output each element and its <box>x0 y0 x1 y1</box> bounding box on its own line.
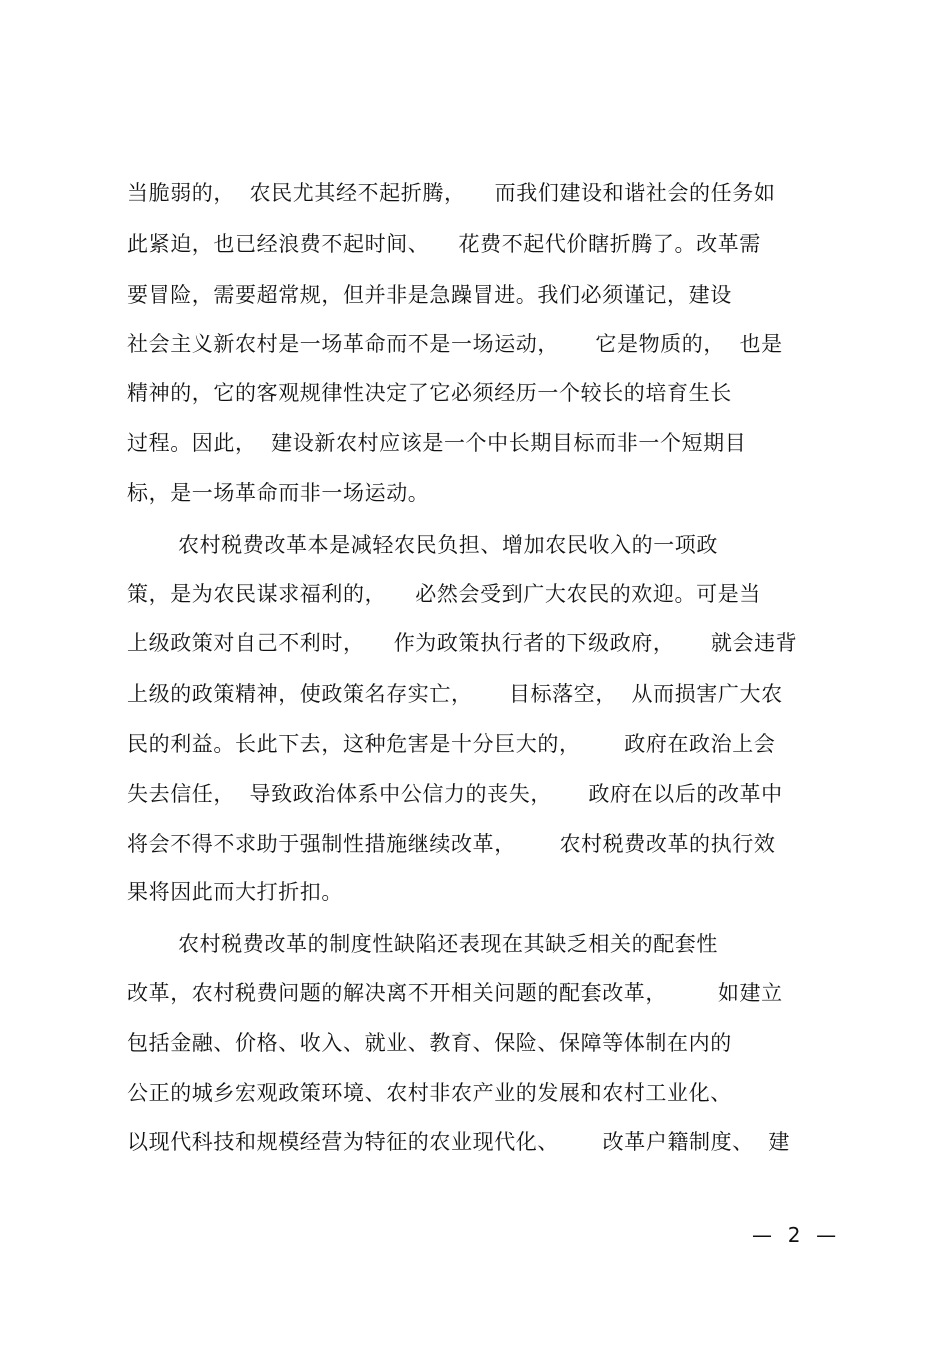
text-line: 民的利益。长此下去，这种危害是十分巨大的， 政府在政治上会 <box>127 732 776 756</box>
text-line: 改革，农村税费问题的解决离不开相关问题的配套改革， 如建立 <box>127 981 783 1005</box>
text-line: 社会主义新农村是一场革命而不是一场运动， 它是物质的， 也是 <box>127 332 783 356</box>
text-line: 将会不得不求助于强制性措施继续改革， 农村税费改革的执行效 <box>127 832 776 856</box>
paragraph-first-line: 农村税费改革本是减轻农民负担、增加农民收入的一项政 <box>178 533 718 557</box>
text-line: 精神的，它的客观规律性决定了它必须经历一个较长的培育生长 <box>127 381 732 405</box>
text-line: 标，是一场革命而非一场运动。 <box>127 481 430 505</box>
text-line: 包括金融、价格、收入、就业、教育、保险、保障等体制在内的 <box>127 1031 732 1055</box>
text-line: 此紧迫，也已经浪费不起时间、 花费不起代价瞎折腾了。改革需 <box>127 232 761 256</box>
text-line: 以现代科技和规模经营为特征的农业现代化、 改革户籍制度、 建 <box>127 1130 790 1154</box>
page-number: — 2 — <box>752 1223 838 1247</box>
text-line: 上级的政策精神，使政策名存实亡， 目标落空， 从而损害广大农 <box>127 682 783 706</box>
text-line: 当脆弱的， 农民尤其经不起折腾， 而我们建设和谐社会的任务如 <box>127 181 776 205</box>
text-line: 上级政策对自己不利时， 作为政策执行者的下级政府， 就会违背 <box>127 631 798 655</box>
text-line: 过程。因此， 建设新农村应该是一个中长期目标而非一个短期目 <box>127 431 747 455</box>
paragraph-first-line: 农村税费改革的制度性缺陷还表现在其缺乏相关的配套性 <box>178 932 718 956</box>
text-line: 要冒险，需要超常规，但并非是急躁冒进。我们必须谨记，建设 <box>127 283 732 307</box>
text-line: 失去信任， 导致政治体系中公信力的丧失， 政府在以后的改革中 <box>127 782 783 806</box>
text-line: 果将因此而大打折扣。 <box>127 880 343 904</box>
text-line: 策，是为农民谋求福利的， 必然会受到广大农民的欢迎。可是当 <box>127 582 761 606</box>
text-line: 公正的城乡宏观政策环境、农村非农产业的发展和农村工业化、 <box>127 1081 732 1105</box>
